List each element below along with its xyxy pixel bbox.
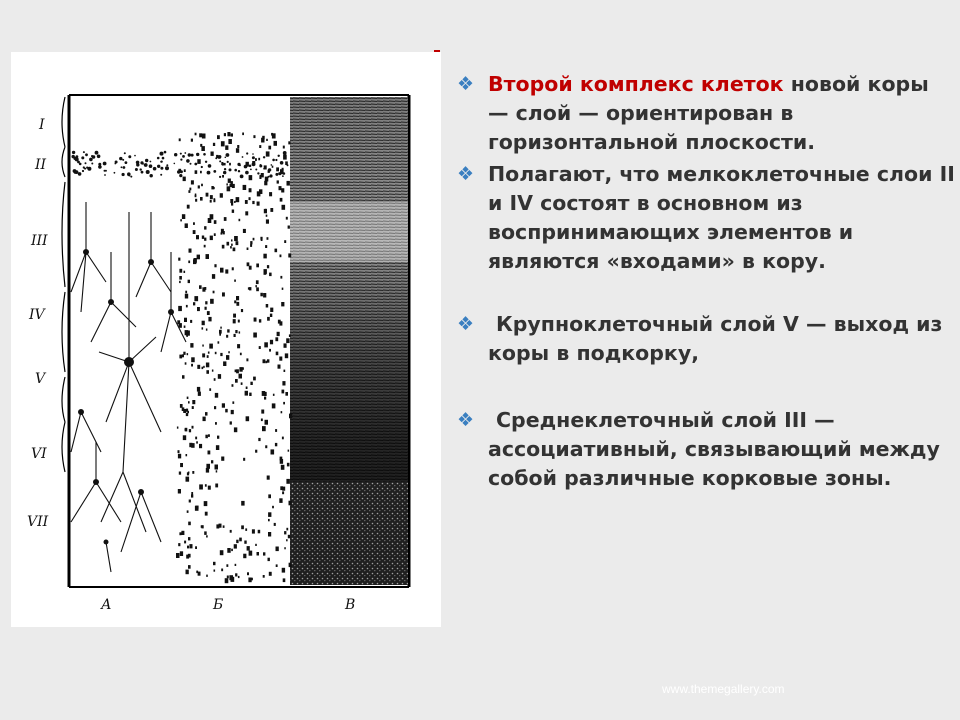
cortex-layers-figure <box>11 52 441 627</box>
layer-label-7: VII <box>27 514 49 530</box>
layer-label-4: IV <box>29 307 45 323</box>
column-label-b: Б <box>213 597 224 613</box>
diamond-bullet-icon: ❖ <box>457 73 475 95</box>
column-b-cells <box>176 132 292 583</box>
layer-label-6: VI <box>31 446 47 462</box>
bullet-text: Полагают, что мелкоклеточные слои II и IV состоят в основном из воспринимающих элементов и являются «входами» в кору. <box>488 162 955 273</box>
bullet-text: Среднеклеточный слой III — ассоциативный, связывающий между собой различные корковые зоны. <box>488 408 940 490</box>
column-label-a: А <box>101 597 112 613</box>
layer-label-1: I <box>39 117 45 133</box>
layer-label-2: II <box>35 157 47 173</box>
bullet-text: Крупноклеточный слой V — выход из коры в подкорку, <box>488 312 943 365</box>
bullet-list <box>455 70 955 493</box>
column-label-c: В <box>345 597 356 613</box>
bullet-item <box>455 310 955 368</box>
diamond-bullet-icon: ❖ <box>457 313 475 335</box>
diamond-bullet-icon: ❖ <box>457 409 475 431</box>
bullet-item <box>455 406 955 493</box>
footer-url: www.themegallery.com <box>662 682 785 696</box>
cortex-illustration <box>11 52 441 627</box>
layer-brackets <box>62 97 65 472</box>
bullet-highlight: Второй комплекс клеток <box>488 72 784 96</box>
bullet-text: новой коры — слой — ориентирован в горизонтальной плоскости. <box>488 72 929 154</box>
bullet-item <box>455 160 955 276</box>
layer-label-3: III <box>31 233 48 249</box>
diamond-bullet-icon: ❖ <box>457 163 475 185</box>
layer-label-5: V <box>35 371 46 387</box>
column-a-neurons <box>71 202 186 572</box>
bullet-item <box>455 70 955 157</box>
